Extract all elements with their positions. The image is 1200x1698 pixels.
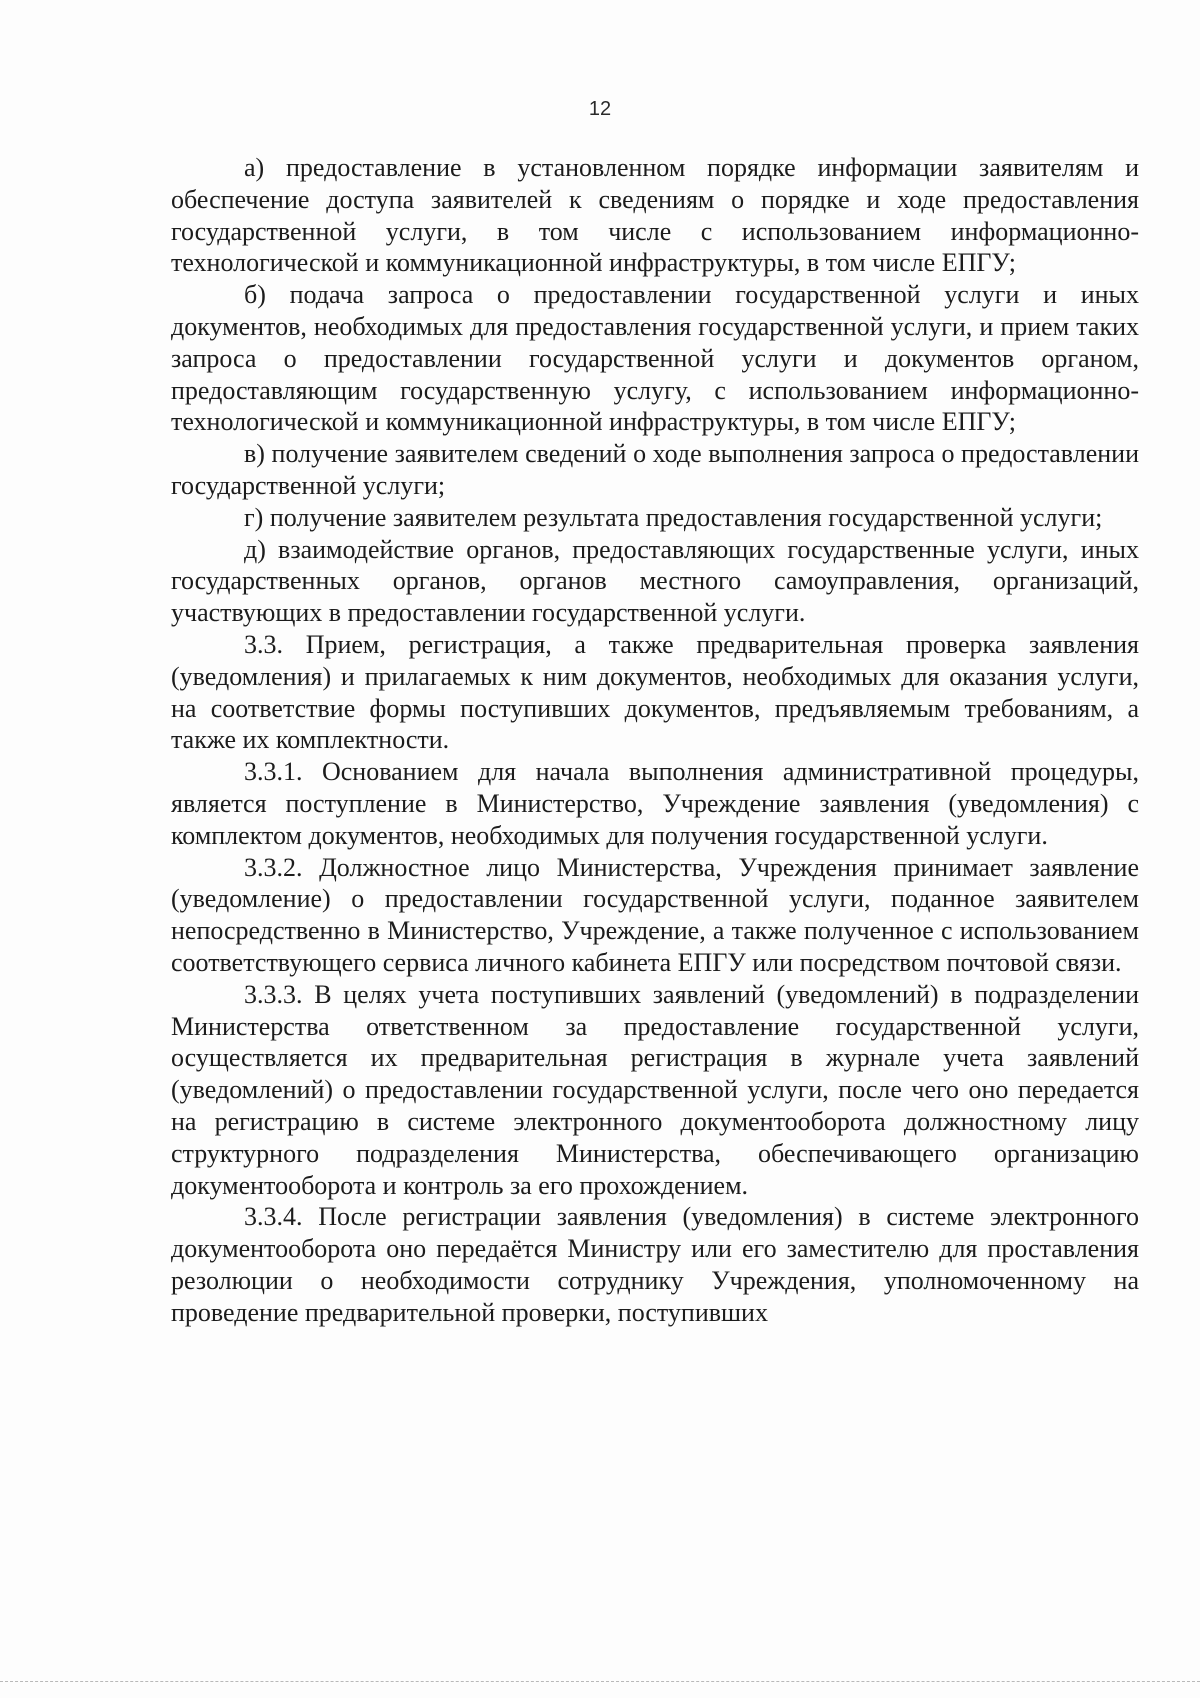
paragraph-g: г) получение заявителем результата предоставления государственной услуги;: [244, 502, 1103, 532]
paragraph-b: б) подача запроса о предоставлении государственной услуги и иных документов, необходимых для предоставления государственной услуги, и прием таких запроса о предоставлении государственной услуги и документов органом, предоставляющим государственную услугу, с использованием информационно-технологической и коммуникационной инфраструктуры, в том числе ЕПГУ;: [171, 280, 1139, 437]
section-3-3-1: 3.3.1. Основанием для начала выполнения административной процедуры, является поступление в Министерство, Учреждение заявления (уведомления) с комплектом документов, необходимых для получения государственной услуги.: [171, 757, 1139, 850]
paragraph-a: а) предоставление в установленном порядке информации заявителям и обеспечение доступа заявителей к сведениям о порядке и ходе предоставления государственной услуги, в том числе с использованием информационно-технологической и коммуникационной инфраструктуры, в том числе ЕПГУ;: [171, 153, 1139, 278]
page-number: 12: [588, 98, 612, 120]
paragraph-d: д) взаимодействие органов, предоставляющих государственные услуги, иных государственных органов, органов местного самоуправления, организаций, участвующих в предоставлении государственной услуги.: [171, 534, 1139, 628]
section-3-3-4: 3.3.4. После регистрации заявления (уведомления) в системе электронного документооборота оно передаётся Министру или его заместителю для проставления резолюции о необходимости сотруднику Учреждения, уполномоченному на проведение предварительной проверки, поступивших: [171, 1202, 1139, 1327]
section-3-3: 3.3. Прием, регистрация, а также предварительная проверка заявления (уведомления) и прилагаемых к ним документов, необходимых для оказания услуги, на соответствие формы поступивших документов, предъявляемым требованиям, а также их комплектности.: [171, 629, 1139, 755]
paragraph-v: в) получение заявителем сведений о ходе выполнения запроса о предоставлении государственной услуги;: [171, 439, 1139, 500]
section-3-3-2: 3.3.2. Должностное лицо Министерства, Учреждения принимает заявление (уведомление) о предоставлении государственной услуги, поданное заявителем непосредственно в Министерство, Учреждение, а также полученное с использованием соответствующего сервиса личного кабинета ЕПГУ или посредством почтовой связи.: [171, 852, 1139, 977]
document-body: [171, 152, 1139, 1328]
section-3-3-3: 3.3.3. В целях учета поступивших заявлений (уведомлений) в подразделении Министерства ответственном за предоставление государственной услуги, осуществляется их предварительная регистрация в журнале учета заявлений (уведомлений) о предоставлении государственной услуги, после чего оно передается на регистрацию в системе электронного документооборота должностному лицу структурного подразделения Министерства, обеспечивающего организацию документооборота и контроль за его прохождением.: [171, 979, 1139, 1200]
scan-bottom-edge: [0, 1681, 1200, 1682]
